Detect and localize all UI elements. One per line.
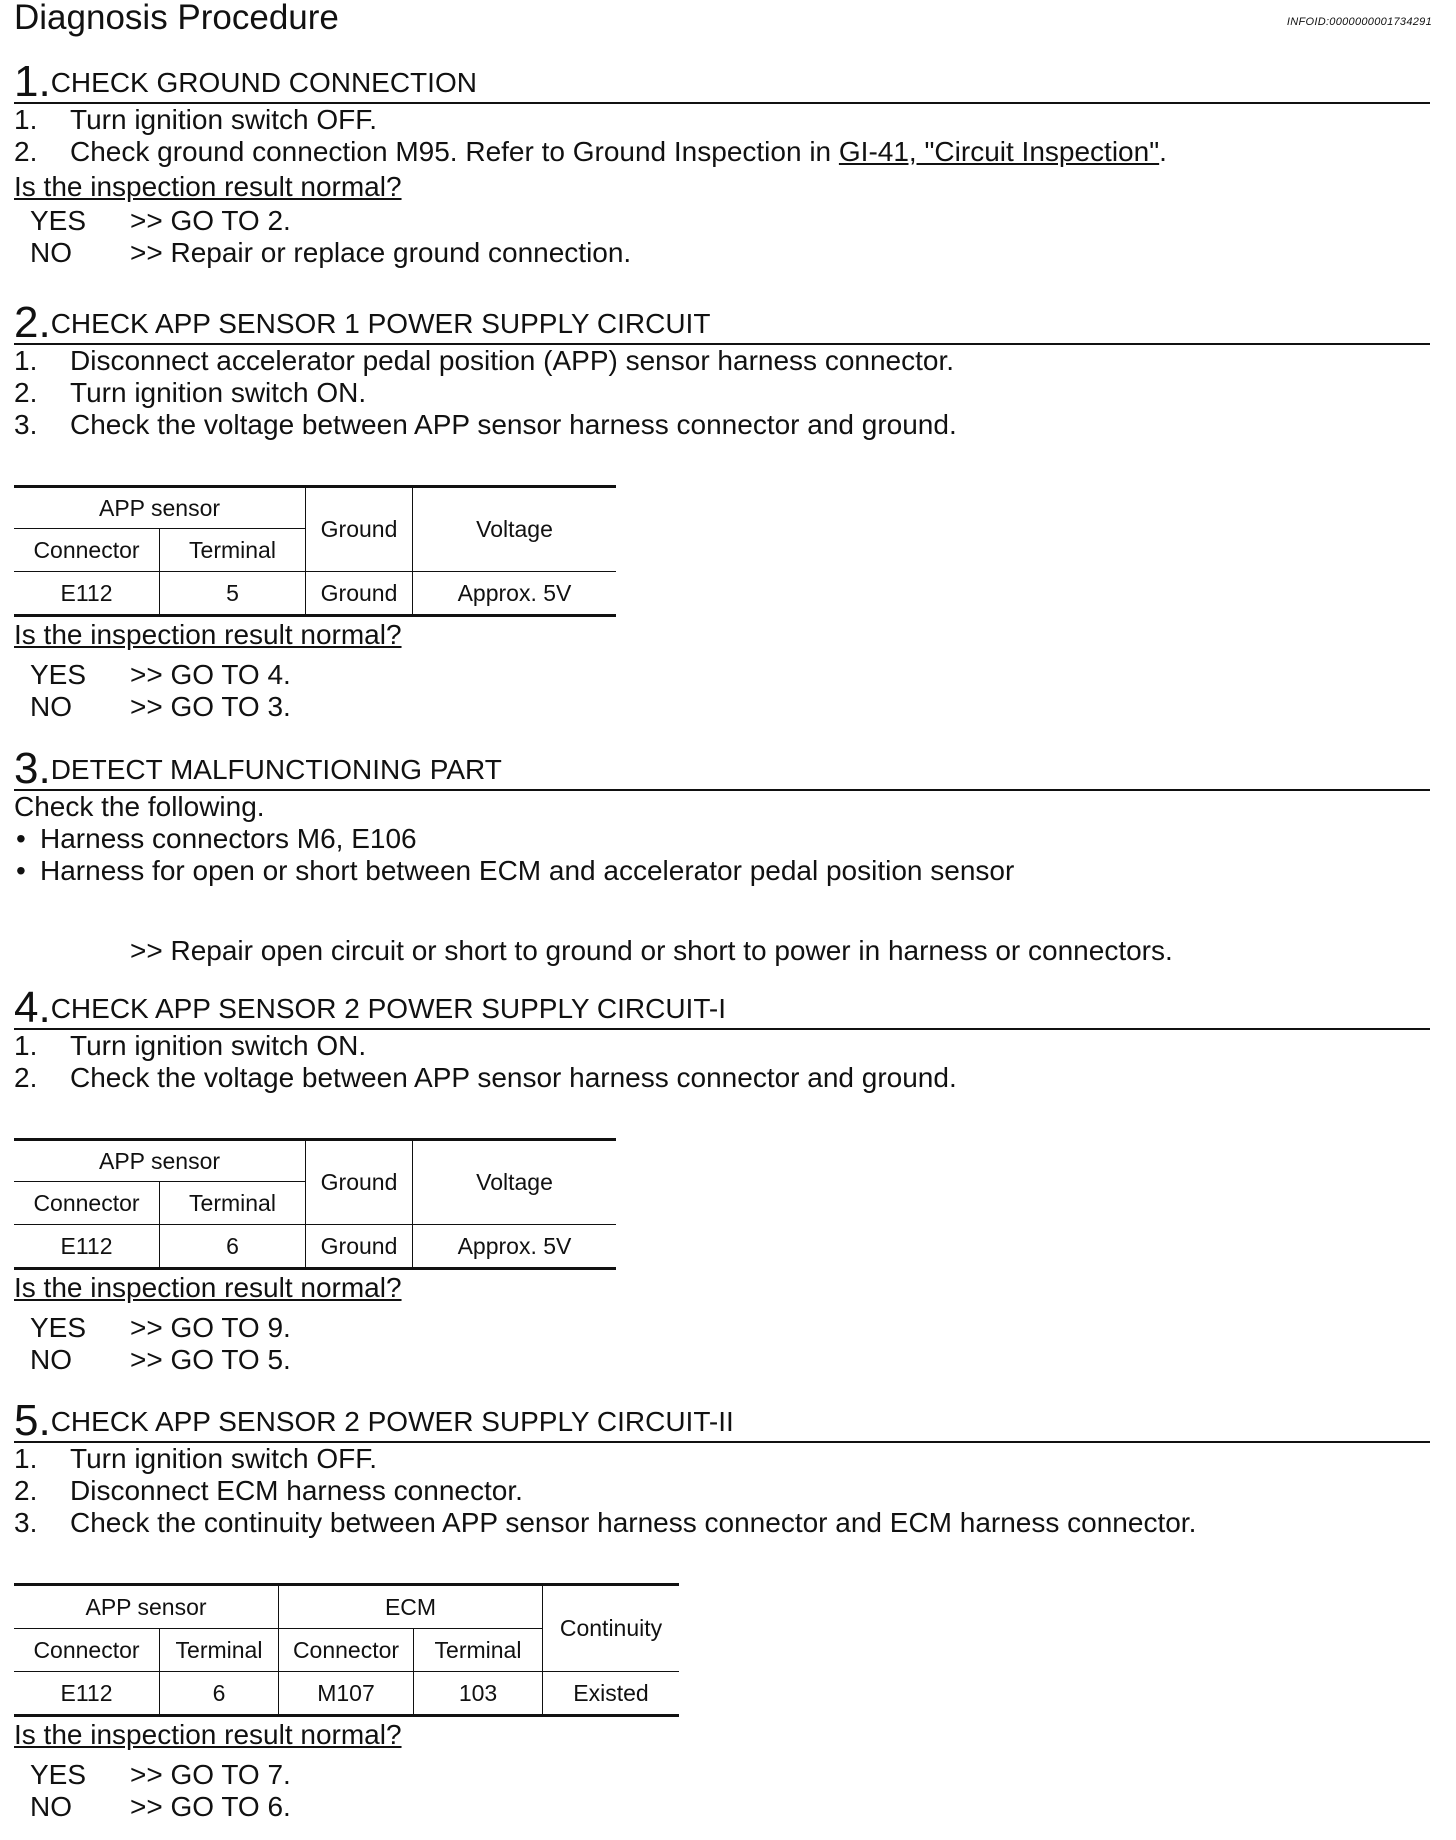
table-header: Voltage xyxy=(413,1140,617,1225)
step-item: 2. Disconnect ECM harness connector. xyxy=(14,1475,523,1506)
section-1-heading xyxy=(14,57,1430,106)
table-header: APP sensor xyxy=(14,487,306,529)
answer-no: NO >> Repair or replace ground connection. xyxy=(30,237,632,268)
table-row xyxy=(14,1672,679,1716)
section-title: CHECK GROUND CONNECTION xyxy=(50,67,477,98)
section-title: CHECK APP SENSOR 1 POWER SUPPLY CIRCUIT xyxy=(50,308,711,339)
page-title: Diagnosis Procedure xyxy=(14,0,339,37)
section-number: 5. xyxy=(14,1396,51,1445)
step-item: 3. Check the continuity between APP sensor harness connector and ECM harness connector. xyxy=(14,1507,1197,1538)
step-item: 1. Turn ignition switch OFF. xyxy=(14,104,378,135)
section-1 xyxy=(14,57,1430,269)
section-title: CHECK APP SENSOR 2 POWER SUPPLY CIRCUIT-I xyxy=(50,993,726,1024)
list-item: • Harness connectors M6, E106 xyxy=(16,823,417,854)
table-row xyxy=(14,1225,616,1269)
table-header: Connector xyxy=(14,1182,160,1225)
table-cell: 6 xyxy=(160,1672,279,1716)
table-cell: Ground xyxy=(306,1225,413,1269)
table-cell: 5 xyxy=(160,572,306,616)
table-header: Connector xyxy=(279,1629,414,1672)
check-intro: Check the following. xyxy=(14,791,265,822)
table-header: Terminal xyxy=(160,529,306,572)
table-header: Terminal xyxy=(160,1182,306,1225)
step-item: 1. Turn ignition switch ON. xyxy=(14,1030,367,1061)
section-3-heading xyxy=(14,744,1430,793)
table-header: APP sensor xyxy=(14,1140,306,1182)
section-2-heading xyxy=(14,298,1430,347)
table-header: Ground xyxy=(306,487,413,572)
table-header: Terminal xyxy=(414,1629,543,1672)
section-2 xyxy=(14,298,1430,723)
info-id: INFOID:0000000001734291 xyxy=(1286,16,1432,28)
table-header: Connector xyxy=(14,529,160,572)
section-number: 4. xyxy=(14,983,51,1032)
table-header: Ground xyxy=(306,1140,413,1225)
section-number: 2. xyxy=(14,298,51,347)
inspection-question: Is the inspection result normal? xyxy=(14,619,402,650)
voltage-table xyxy=(14,1138,616,1270)
section-4 xyxy=(14,983,1430,1376)
section-3 xyxy=(14,744,1430,967)
answer-yes: YES >> GO TO 4. xyxy=(30,659,291,690)
answer-no: NO >> GO TO 3. xyxy=(30,691,291,722)
table-cell: Approx. 5V xyxy=(413,572,617,616)
table-header: APP sensor xyxy=(14,1585,279,1629)
list-item: • Harness for open or short between ECM and accelerator pedal position sensor xyxy=(16,855,1015,886)
answer-no: NO >> GO TO 5. xyxy=(30,1344,291,1375)
answer-yes: YES >> GO TO 9. xyxy=(30,1312,291,1343)
answer-yes: YES >> GO TO 2. xyxy=(30,205,291,236)
table-cell: Existed xyxy=(543,1672,680,1716)
table-header: ECM xyxy=(279,1585,543,1629)
voltage-table xyxy=(14,485,616,617)
table-cell: 6 xyxy=(160,1225,306,1269)
inspection-question: Is the inspection result normal? xyxy=(14,1719,402,1750)
section-number: 3. xyxy=(14,744,51,793)
table-header: Connector xyxy=(14,1629,160,1672)
table-cell: 103 xyxy=(414,1672,543,1716)
section-4-heading xyxy=(14,983,1430,1032)
table-cell: Approx. 5V xyxy=(413,1225,617,1269)
step-item: 2. Check ground connection M95. Refer to Ground Inspection in GI-41, "Circuit Inspection". xyxy=(14,136,1167,167)
circuit-inspection-link[interactable]: GI-41, "Circuit Inspection" xyxy=(838,136,1160,167)
section-number: 1. xyxy=(14,57,51,106)
section-5 xyxy=(14,1396,1430,1823)
section-5-heading xyxy=(14,1396,1430,1445)
table-header: Voltage xyxy=(413,487,617,572)
step-item: 1. Disconnect accelerator pedal position (APP) sensor harness connector. xyxy=(14,345,955,376)
repair-action: >> Repair open circuit or short to ground or short to power in harness or connectors. xyxy=(130,935,1173,966)
answer-no: NO >> GO TO 6. xyxy=(30,1791,291,1822)
step-item: 3. Check the voltage between APP sensor harness connector and ground. xyxy=(14,409,957,440)
table-cell: E112 xyxy=(14,1672,160,1716)
step-item: 1. Turn ignition switch OFF. xyxy=(14,1443,378,1474)
section-title: CHECK APP SENSOR 2 POWER SUPPLY CIRCUIT-II xyxy=(50,1406,734,1437)
table-header: Continuity xyxy=(543,1585,680,1672)
table-cell: E112 xyxy=(14,572,160,616)
table-cell: Ground xyxy=(306,572,413,616)
inspection-question: Is the inspection result normal? xyxy=(14,171,402,202)
table-row xyxy=(14,572,616,616)
step-item: 2. Turn ignition switch ON. xyxy=(14,377,367,408)
section-title: DETECT MALFUNCTIONING PART xyxy=(50,754,502,785)
answer-yes: YES >> GO TO 7. xyxy=(30,1759,291,1790)
continuity-table xyxy=(14,1583,679,1717)
inspection-question: Is the inspection result normal? xyxy=(14,1272,402,1303)
table-cell: M107 xyxy=(279,1672,414,1716)
table-cell: E112 xyxy=(14,1225,160,1269)
table-header: Terminal xyxy=(160,1629,279,1672)
step-item: 2. Check the voltage between APP sensor harness connector and ground. xyxy=(14,1062,957,1093)
